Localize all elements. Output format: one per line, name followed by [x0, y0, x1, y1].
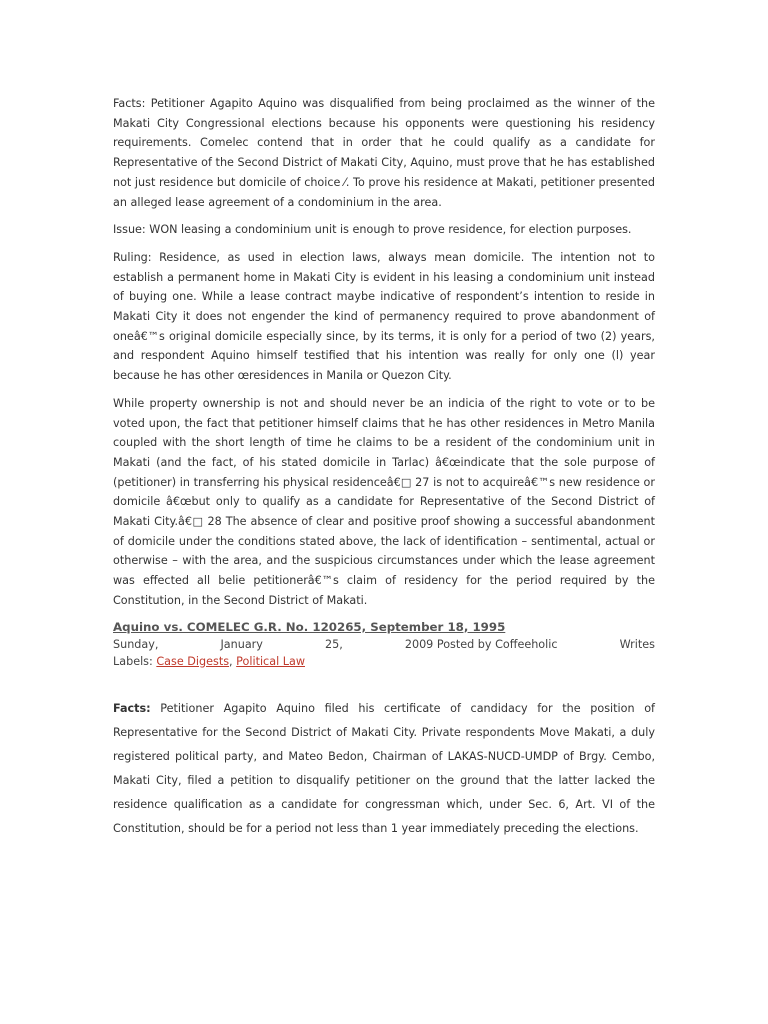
labels-prefix: Labels:	[113, 654, 153, 668]
meta-writes: Writes	[619, 637, 655, 651]
facts-second-text: Petitioner Agapito Aquino filed his certificate of candidacy for the position of Representative for the Second District of Makati City. Private respondents Move Makati, a duly registered political party, and Mateo Bedon, Chairman of LAKAS-NUCD-UMDP of Brgy. Cembo, Makati City, filed a petition to disqualify petitioner on the ground that the latter lacked the residence qualification as a candidate for congressman which, under Sec. 6, Art. VI of the Constitution, should be for a period not less than 1 year immediately preceding the elections.	[113, 701, 655, 835]
issue-paragraph: Issue: WON leasing a condominium unit is enough to prove residence, for election purposes.	[113, 223, 632, 237]
meta-day: Sunday,	[113, 637, 159, 651]
facts-lead: Facts:	[113, 701, 151, 715]
facts-second-paragraph	[113, 697, 655, 841]
meta-month: January	[220, 637, 263, 651]
ruling-paragraph: Ruling: Residence, as used in election laws, always mean domicile. The intention not to establish a permanent home in Makati City is evident in his leasing a condominium unit instead of buying one. While a lease contract maybe indicative of respondent’s intention to reside in Makati City it does not engender the kind of permanency required to prove abandonment of oneâ€™s original domicile especially since, by its terms, it is only for a period of two (2) years, and respondent Aquino himself testified that his intention was really for only one (l) year because he has other œresidences in Manila or Quezon City.	[113, 250, 655, 383]
label-link-case-digests[interactable]: Case Digests	[156, 654, 230, 668]
post-meta	[113, 636, 655, 653]
discussion-paragraph: While property ownership is not and should never be an indicia of the right to vote or to be voted upon, the fact that petitioner himself claims that he has other residences in Metro Manila coupled with the short length of time he claims to be a resident of the condominium unit in Makati (and the fact, of his stated domicile in Tarlac) â€œindicate that the sole purpose of (petitioner) in transferring his physical residenceâ€□ 27 is not to acquireâ€™s new residence or domicile â€œbut only to qualify as a candidate for Representative of the Second District of Makati City.â€□ 28 The absence of clear and positive proof showing a successful abandonment of domicile under the conditions stated above, the lack of identification – sentimental, actual or otherwise – with the area, and the suspicious circumstances under which the lease agreement was effected all belie petitionerâ€™s claim of residency for the period required by the Constitution, in the Second District of Makati.	[113, 396, 655, 607]
label-link-political-law[interactable]: Political Law	[236, 654, 305, 668]
meta-posted: 2009 Posted by Coffeeholic	[404, 637, 558, 651]
label-separator: ,	[229, 654, 233, 668]
post-labels	[113, 653, 655, 670]
document-page	[113, 94, 655, 841]
meta-date: 25,	[324, 637, 343, 651]
post-title[interactable]: Aquino vs. COMELEC G.R. No. 120265, September 18, 1995	[113, 619, 506, 634]
facts-paragraph: Facts: Petitioner Agapito Aquino was disqualified from being proclaimed as the winner of the Makati City Congressional elections because his opponents were questioning his residency requirements. Comelec contend that in order that he could qualify as a candidate for Representative of the Second District of Makati City, Aquino, must prove that he has established not just residence but domicile of choice ⁄. To prove his residence at Makati, petitioner presented an alleged lease agreement of a condominium in the area.	[113, 97, 655, 209]
